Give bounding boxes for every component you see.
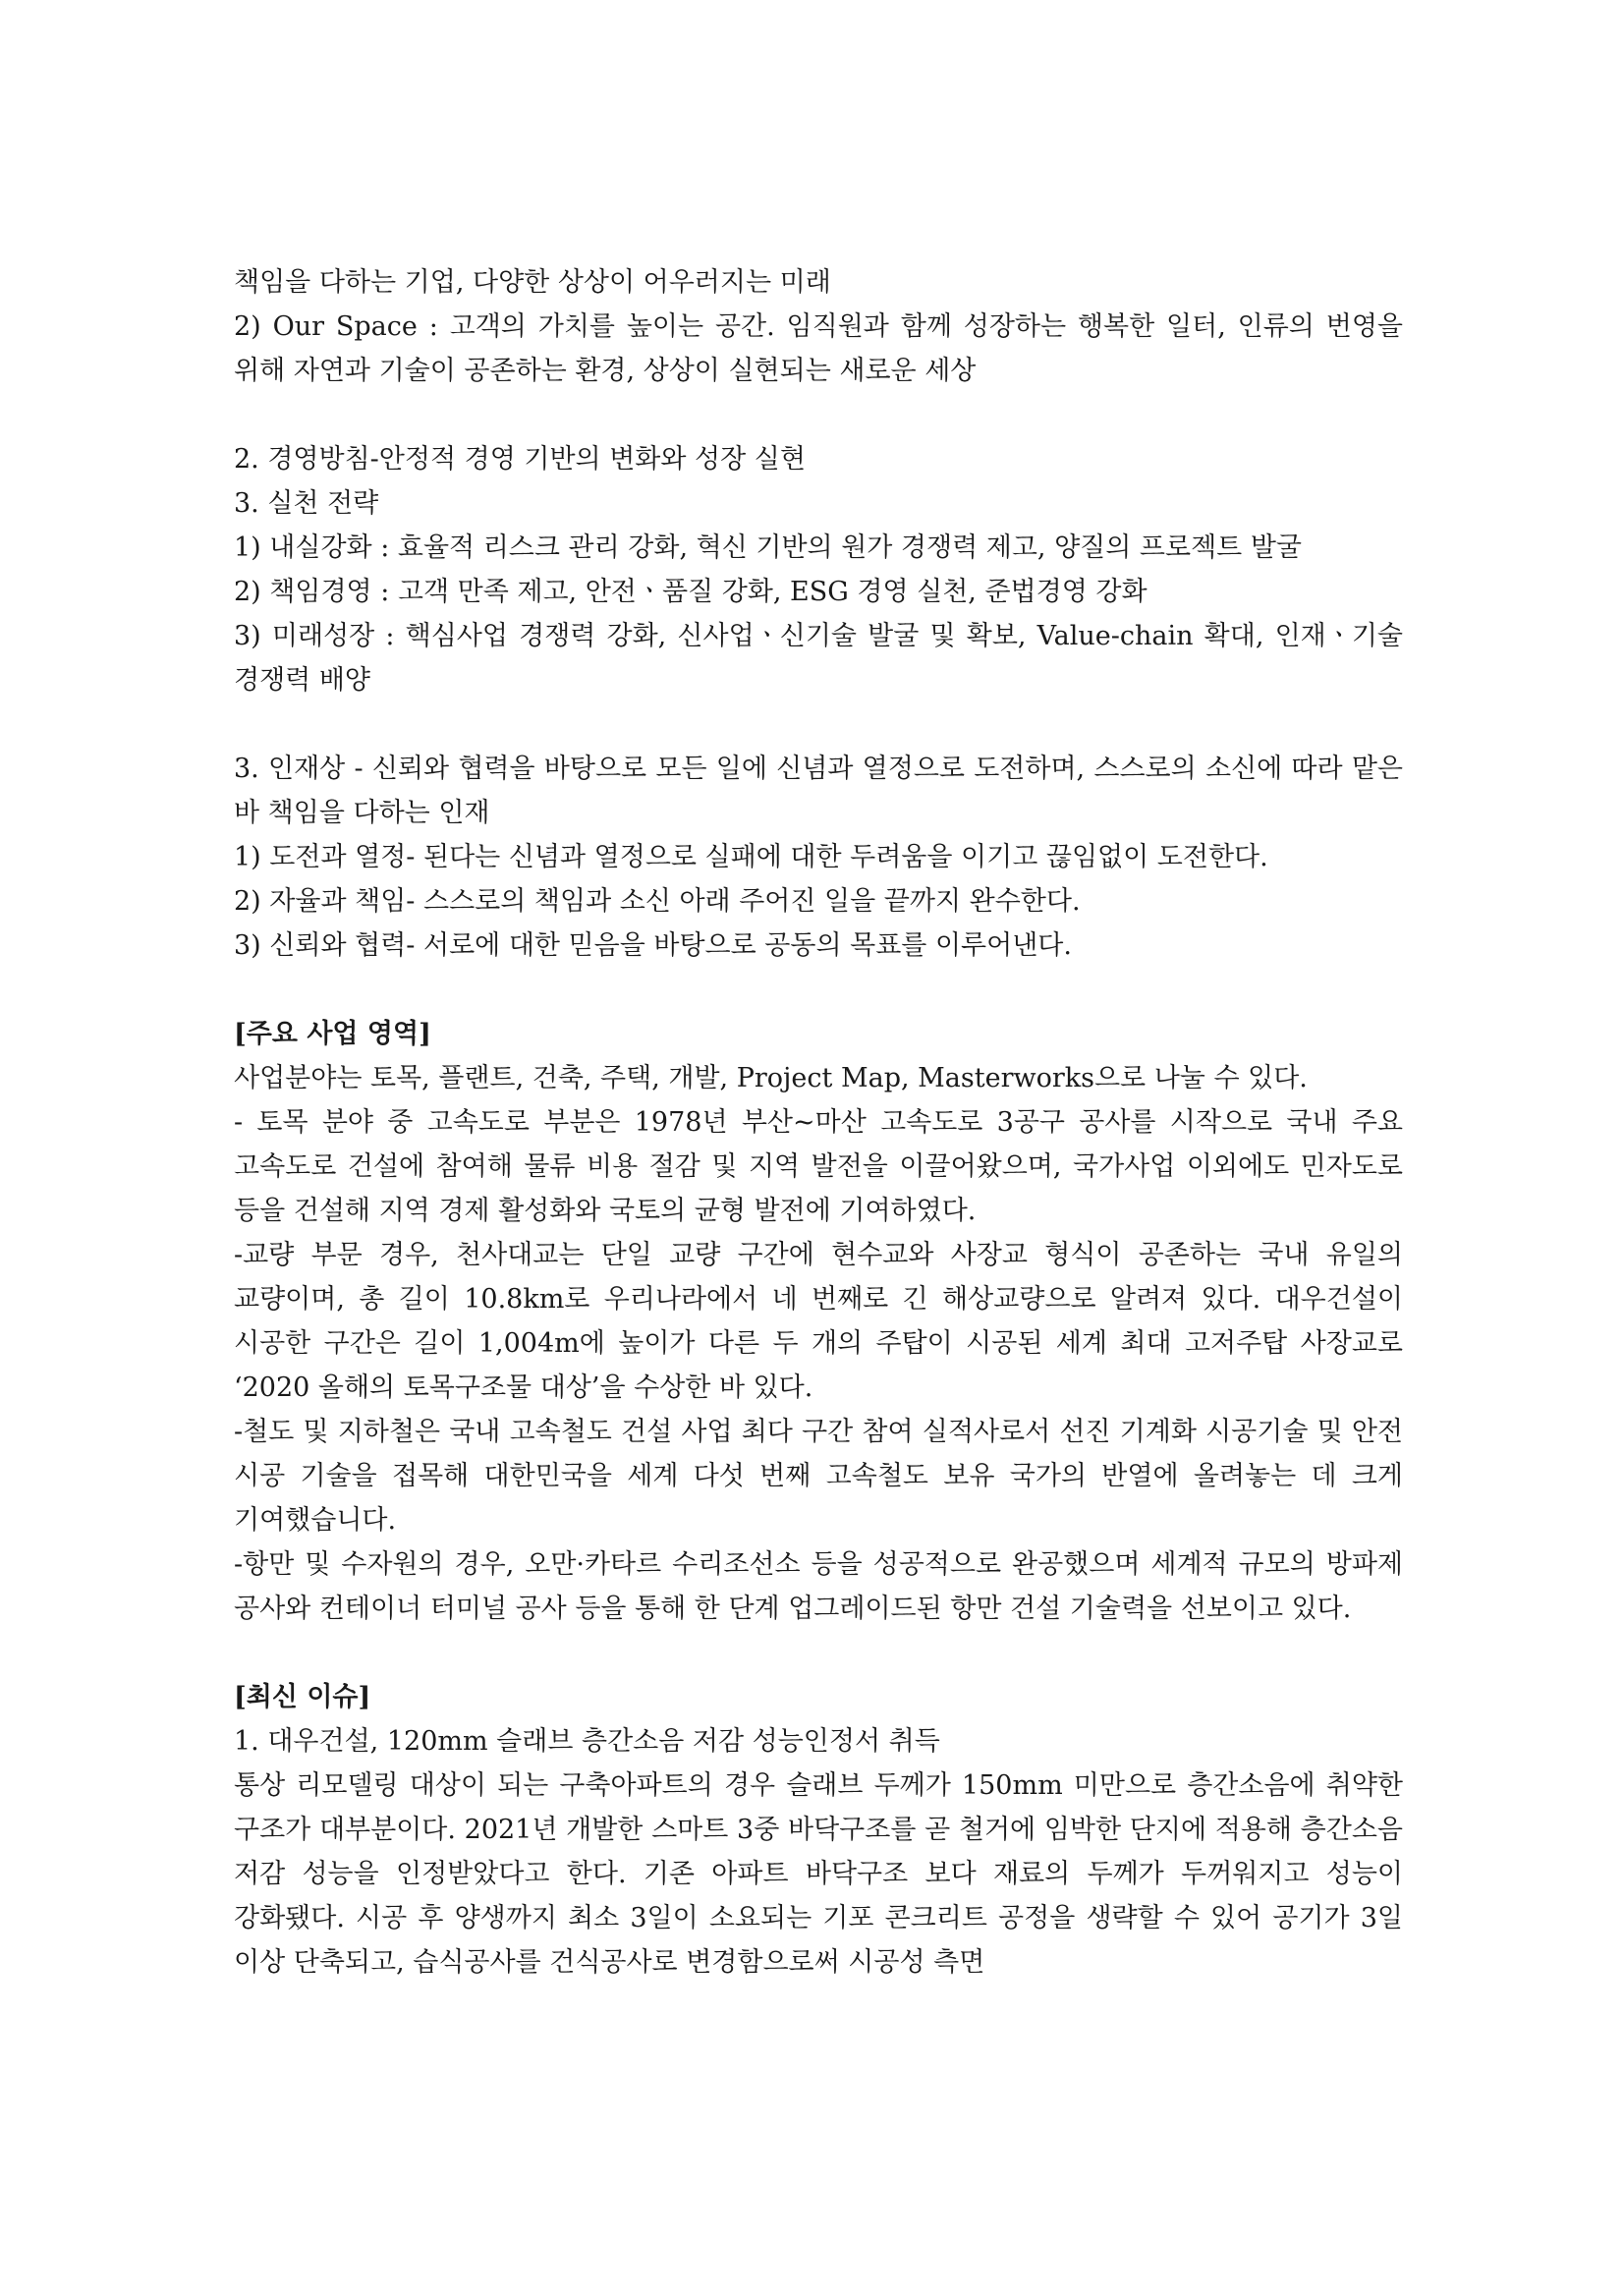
- business-paragraph-civil: - 토목 분야 중 고속도로 부분은 1978년 부산~마산 고속도로 3공구 공사를 시작으로 국내 주요 고속도로 건설에 참여해 물류 비용 절감 및 지역 발전을 이끌어왔으며, 국가사업 이외에도 민자도로 등을 건설해 지역 경제 활성화와 국토의 균형 발전에 기여하였다.: [234, 1107, 1403, 1226]
- talent-item-1: 1) 도전과 열정- 된다는 신념과 열정으로 실패에 대한 두려움을 이기고 끊임없이 도전한다.: [234, 842, 1268, 872]
- spacer: [234, 968, 1403, 1012]
- talent-title: 3. 인재상 - 신뢰와 협력을 바탕으로 모든 일에 신념과 열정으로 도전하며, 스스로의 소신에 따라 맡은 바 책임을 다하는 인재: [234, 754, 1403, 828]
- issues-heading: [최신 이슈]: [234, 1682, 371, 1712]
- strategy-title: 3. 실천 전략: [234, 488, 379, 519]
- vision-our-space: 2) Our Space : 고객의 가치를 높이는 공간. 임직원과 함께 성장하는 행복한 일터, 인류의 번영을 위해 자연과 기술이 공존하는 환경, 상상이 실현되는 새로운 세상: [234, 311, 1403, 386]
- issues-item-title: 1. 대우건설, 120mm 슬래브 층간소음 저감 성능인정서 취득: [234, 1726, 940, 1757]
- strategy-item-3: 3) 미래성장 : 핵심사업 경쟁력 강화, 신사업ㆍ신기술 발굴 및 확보, Value-chain 확대, 인재ㆍ기술 경쟁력 배양: [234, 621, 1403, 696]
- talent-item-3: 3) 신뢰와 협력- 서로에 대한 믿음을 바탕으로 공동의 목표를 이루어낸다.: [234, 930, 1072, 961]
- strategy-item-2: 2) 책임경영 : 고객 만족 제고, 안전ㆍ품질 강화, ESG 경영 실천, 준법경영 강화: [234, 577, 1148, 607]
- policy-title: 2. 경영방침-안정적 경영 기반의 변화와 성장 실현: [234, 444, 806, 475]
- business-heading: [주요 사업 영역]: [234, 1019, 431, 1049]
- business-intro: 사업분야는 토목, 플랜트, 건축, 주택, 개발, Project Map, Masterworks으로 나눌 수 있다.: [234, 1063, 1308, 1093]
- talent-item-2: 2) 자율과 책임- 스스로의 책임과 소신 아래 주어진 일을 끝까지 완수한다.: [234, 886, 1081, 917]
- business-paragraph-port: -항만 및 수자원의 경우, 오만·카타르 수리조선소 등을 성공적으로 완공했으며 세계적 규모의 방파제 공사와 컨테이너 터미널 공사 등을 통해 한 단계 업그레이드된 항만 건설 기술력을 선보이고 있다.: [234, 1549, 1403, 1624]
- spacer: [234, 393, 1403, 437]
- vision-continuation: 책임을 다하는 기업, 다양한 상상이 어우러지는 미래: [234, 267, 831, 298]
- document-body: [234, 260, 1403, 1985]
- spacer: [234, 1631, 1403, 1675]
- business-paragraph-railway: -철도 및 지하철은 국내 고속철도 건설 사업 최다 구간 참여 실적사로서 선진 기계화 시공기술 및 안전 시공 기술을 접목해 대한민국을 세계 다섯 번째 고속철도 보유 국가의 반열에 올려놓는 데 크게 기여했습니다.: [234, 1417, 1403, 1536]
- business-paragraph-bridge: -교량 부문 경우, 천사대교는 단일 교량 구간에 현수교와 사장교 형식이 공존하는 국내 유일의 교량이며, 총 길이 10.8km로 우리나라에서 네 번째로 긴 해상교량으로 알려져 있다. 대우건설이 시공한 구간은 길이 1,004m에 높이가 다른 두 개의 주탑이 시공된 세계 최대 고저주탑 사장교로 ‘2020 올해의 토목구조물 대상’을 수상한 바 있다.: [234, 1240, 1403, 1403]
- issues-body: 통상 리모델링 대상이 되는 구축아파트의 경우 슬래브 두께가 150mm 미만으로 층간소음에 취약한 구조가 대부분이다. 2021년 개발한 스마트 3중 바닥구조를 곧 철거에 임박한 단지에 적용해 층간소음 저감 성능을 인정받았다고 한다. 기존 아파트 바닥구조 보다 재료의 두께가 두꺼워지고 성능이 강화됐다. 시공 후 양생까지 최소 3일이 소요되는 기포 콘크리트 공정을 생략할 수 있어 공기가 3일 이상 단축되고, 습식공사를 건식공사로 변경함으로써 시공성 측면: [234, 1770, 1403, 1978]
- spacer: [234, 702, 1403, 747]
- strategy-item-1: 1) 내실강화 : 효율적 리스크 관리 강화, 혁신 기반의 원가 경쟁력 제고, 양질의 프로젝트 발굴: [234, 532, 1302, 563]
